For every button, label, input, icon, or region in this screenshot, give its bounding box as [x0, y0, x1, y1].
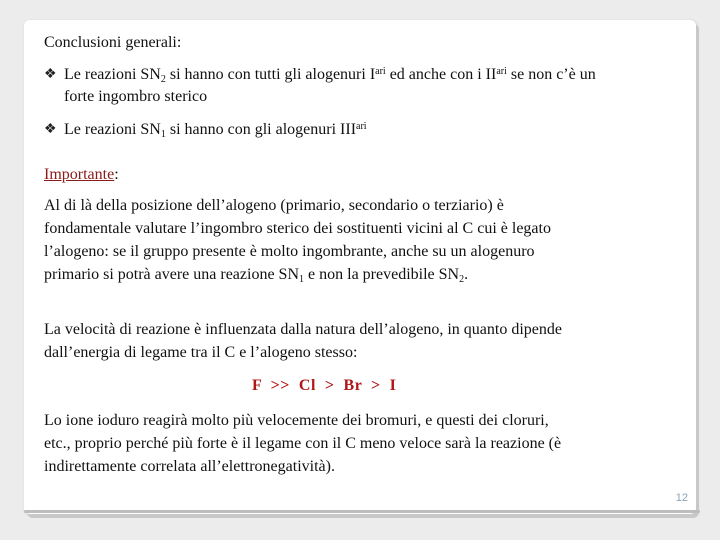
- heading: Conclusioni generali:: [44, 34, 182, 51]
- paragraph-1-line-1: Al di là della posizione dell’alogeno (primario, secondario o terziario) è: [44, 197, 504, 214]
- p1-l4-sub1: 1: [299, 274, 305, 285]
- important-colon: :: [114, 166, 119, 183]
- bullet-1-sup-1: ari: [375, 66, 386, 77]
- bullet-1-sub: 2: [160, 74, 166, 85]
- bullet-2-text-b: si hanno con gli alogenuri III: [165, 121, 357, 138]
- page-number: 12: [675, 492, 688, 504]
- bullet-2-text-a: Le reazioni SN: [64, 121, 161, 138]
- paragraph-2-line-2: dall’energia di legame tra il C e l’alogeno stesso:: [44, 344, 358, 361]
- bullet-1-text-c: ed anche con i II: [385, 66, 497, 83]
- bullet-1-text-a: Le reazioni SN: [64, 66, 161, 83]
- paragraph-3-line-3: indirettamente correlata all’elettronegatività).: [44, 458, 335, 475]
- bullet-2-line: [64, 119, 367, 141]
- important-heading: [44, 164, 119, 186]
- bullet-1-text-b: si hanno con tutti gli alogenuri I: [165, 66, 376, 83]
- p1-l4-a: primario si potrà avere una reazione SN: [44, 266, 300, 283]
- paragraph-3-line-2: etc., proprio perché più forte è il legame con il C meno veloce sarà la reazione (è: [44, 435, 562, 452]
- p1-l4-sub2: 2: [459, 274, 465, 285]
- p1-l4-c: .: [464, 266, 469, 283]
- paragraph-1-line-3: l’alogeno: se il gruppo presente è molto ingombrante, anche su un alogenuro: [44, 243, 535, 260]
- bullet-2-sup: ari: [356, 121, 367, 132]
- paragraph-3-line-1: Lo ione ioduro reagirà molto più velocemente dei bromuri, e questi dei cloruri,: [44, 412, 549, 429]
- halogen-order: F >> Cl > Br > I: [252, 377, 397, 394]
- bullet-1-line-2: forte ingombro sterico: [64, 88, 208, 105]
- diamond-bullet-icon: ❖: [44, 67, 57, 82]
- paragraph-1-line-4: [44, 264, 468, 286]
- important-label: Importante: [44, 166, 115, 183]
- paragraph-2-line-1: La velocità di reazione è influenzata dalla natura dell’alogeno, in quanto dipende: [44, 321, 562, 338]
- p1-l4-b: e non la prevedibile SN: [304, 266, 460, 283]
- bullet-1-sup-2: ari: [496, 66, 507, 77]
- bullet-2-sub: 1: [160, 129, 166, 140]
- bullet-1-line-1: [64, 64, 596, 86]
- bullet-1-text-d: se non c’è un: [506, 66, 596, 83]
- diamond-bullet-icon: ❖: [44, 122, 57, 137]
- slide-shadow-rule: [24, 510, 700, 513]
- paragraph-1-line-2: fondamentale valutare l’ingombro sterico dei sostituenti vicini al C cui è legato: [44, 220, 551, 237]
